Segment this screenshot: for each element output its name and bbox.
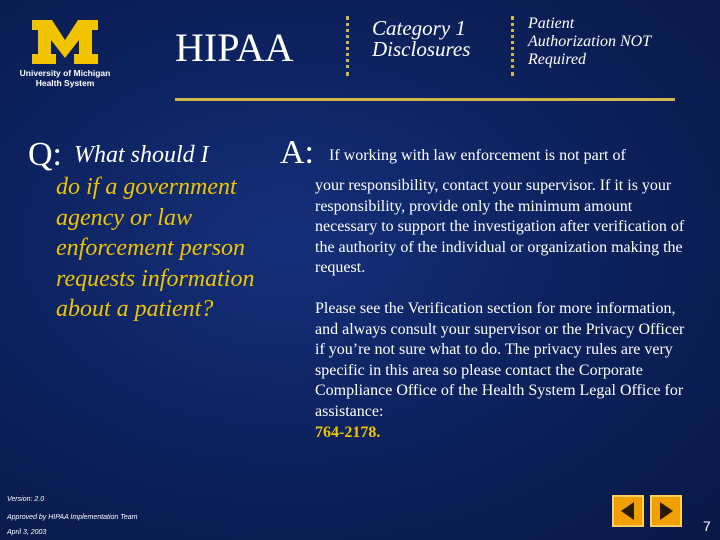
authorization-label (528, 15, 718, 69)
answer-paragraph: your responsibility, contact your supervisor. If it is your responsibility, provide only the minimum amount necessary to support the investigation after verification of the authority of the individual or organization making the request. (315, 177, 685, 277)
authorization-line: Authorization NOT (528, 33, 652, 50)
authorization-line: Required (528, 51, 587, 68)
category-label (372, 18, 470, 60)
footer-approved: Approved by HIPAA Implementation Team (7, 514, 138, 521)
header-rule (175, 98, 675, 101)
question-first-line: What should I (74, 142, 209, 168)
university-logo (10, 18, 120, 98)
logo-line2: Health System (35, 78, 95, 88)
previous-slide-button[interactable] (612, 495, 644, 527)
page-title: HIPAA (175, 25, 294, 70)
authorization-line: Patient (528, 15, 575, 32)
question-rest: do if a government agency or law enforcement person requests information about a patient? (56, 174, 255, 322)
question-label: Q: (28, 136, 62, 173)
answer-body (315, 176, 690, 443)
question-text (56, 172, 266, 325)
triangle-left-icon (614, 497, 642, 525)
header-divider (511, 16, 514, 76)
category-line: Disclosures (372, 37, 471, 61)
category-line: Category 1 (372, 16, 466, 40)
block-m-icon (30, 18, 100, 66)
footer-date: April 3, 2003 (7, 529, 47, 536)
answer-paragraph-text: Please see the Verification section for more information, and always consult your supervisor or the Privacy Officer if you’re not sure what to do. The privacy rules are very specific in this area so please contact the Corporate Compliance Office of the Health System Legal Office for assistance: (315, 299, 685, 420)
triangle-right-icon (652, 497, 680, 525)
header-divider (346, 16, 349, 76)
footer-version: Version: 2.0 (7, 496, 45, 503)
answer-label: A: (280, 134, 314, 171)
page-number: 7 (703, 518, 711, 534)
answer-paragraph (315, 299, 690, 443)
phone-number: 764-2178. (315, 423, 381, 441)
logo-line1: University of Michigan (19, 68, 111, 78)
answer-first-line: If working with law enforcement is not part of (329, 147, 626, 164)
next-slide-button[interactable] (650, 495, 682, 527)
